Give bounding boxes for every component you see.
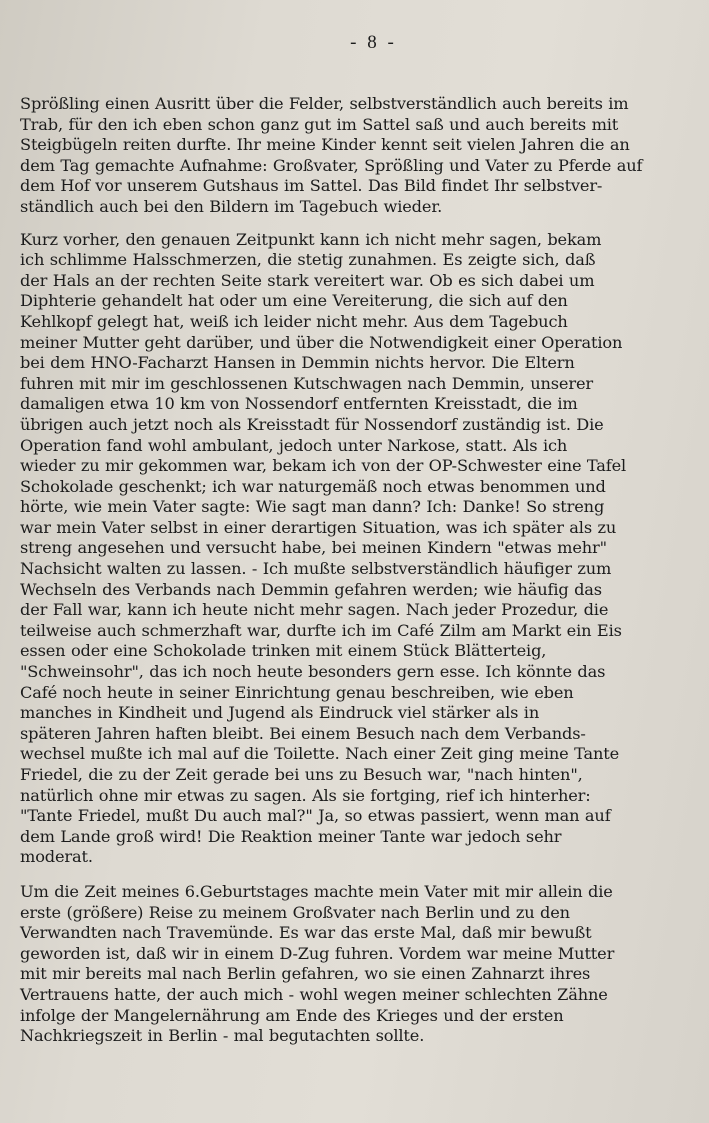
page-number: - 8 - xyxy=(350,32,397,53)
paragraph-journey: Um die Zeit meines 6.Geburtstages machte mein Vater mit mir allein die erste (größere) Reise zu meinem Großvater nach Berlin und zu den Verwandten nach Travemünde. Es war das erste Mal, daß mir bewußt geworden ist, daß wir in einem D-Zug fuhren. Vordem war meine Mutter mit mir bereits mal nach Berlin gefahren, wo sie einen Zahnarzt ihres Vertrauens hatte, der auch mich - wohl wegen meiner schlechten Zähne infolge der Mangelernährung am Ende des Krieges und der ersten Nachkriegszeit in Berlin - mal begutachten sollte. xyxy=(20,881,615,1046)
paragraph-operation: Kurz vorher, den genauen Zeitpunkt kann ich nicht mehr sagen, bekam ich schlimme Halsschmerzen, die stetig zunahmen. Es zeigte sich, daß der Hals an der rechten Seite stark vereitert war. Ob es sich dabei um Diphterie gehandelt hat oder um eine Vereiterung, die sich auf den Kehlkopf gelegt hat, weiß ich leider nicht mehr. Aus dem Tagebuch meiner Mutter geht darüber, und über die Notwendigkeit einer Operation bei dem HNO-Facharzt Hansen in Demmin nichts hervor. Die Eltern fuhren mit mir im geschlossenen Kutschwagen nach Demmin, unserer damaligen etwa 10 km von Nossendorf entfernten Kreisstadt, die im übrigen auch jetzt noch als Kreisstadt für Nossendorf zuständig ist. Die Operation fand wohl ambulant, jedoch unter Narkose, statt. Als ich wieder zu mir gekommen war, bekam ich von der OP-Schwester eine Tafel Schokolade geschenkt; ich war naturgemäß noch etwas benommen und hörte, wie mein Vater sagte: Wie sagt man dann? Ich: Danke! So streng war mein Vater selbst in einer derartigen Situation, was ich später als zu streng angesehen und versucht habe, bei meinen Kindern "etwas mehr" Nachsicht walten zu lassen. - Ich mußte selbstverständlich häufiger zum Wechseln des Verbands nach Demmin gefahren werden; wie häufig das der Fall war, kann ich heute nicht mehr sagen. Nach jeder Prozedur, die teilweise auch schmerzhaft war, durfte ich im Café Zilm am Markt ein Eis essen oder eine Schokolade trinken mit einem Stück Blätterteig, "Schweinsohr", das ich noch heute besonders gern esse. Ich könnte das Café noch heute in seiner Einrichtung genau beschreiben, wie eben manches in Kindheit und Jugend als Eindruck viel stärker als in späteren Jahren haften bleibt. Bei einem Besuch nach dem Verbands- wechsel mußte ich mal auf die Toilette. Nach einer Zeit ging meine Tante Friedel, die zu der Zeit gerade bei uns zu Besuch war, "nach hinten", natürlich ohne mir etwas zu sagen. Als sie fortging, rief ich hinterher: "Tante Friedel, mußt Du auch mal?" Ja, so etwas passiert, wenn man auf dem Lande groß wird! Die Reaktion meiner Tante war jedoch sehr moderat. xyxy=(20,229,627,867)
paragraph-ride: Sprößling einen Ausritt über die Felder, selbstverständlich auch bereits im Trab, für den ich eben schon ganz gut im Sattel saß und auch bereits mit Steigbügeln reiten durfte. Ihr meine Kinder kennt seit vielen Jahren die an dem Tag gemachte Aufnahme: Großvater, Sprößling und Vater zu Pferde auf dem Hof vor unserem Gutshaus im Sattel. Das Bild findet Ihr selbstver- ständlich auch bei den Bildern im Tagebuch wieder. xyxy=(20,94,643,216)
